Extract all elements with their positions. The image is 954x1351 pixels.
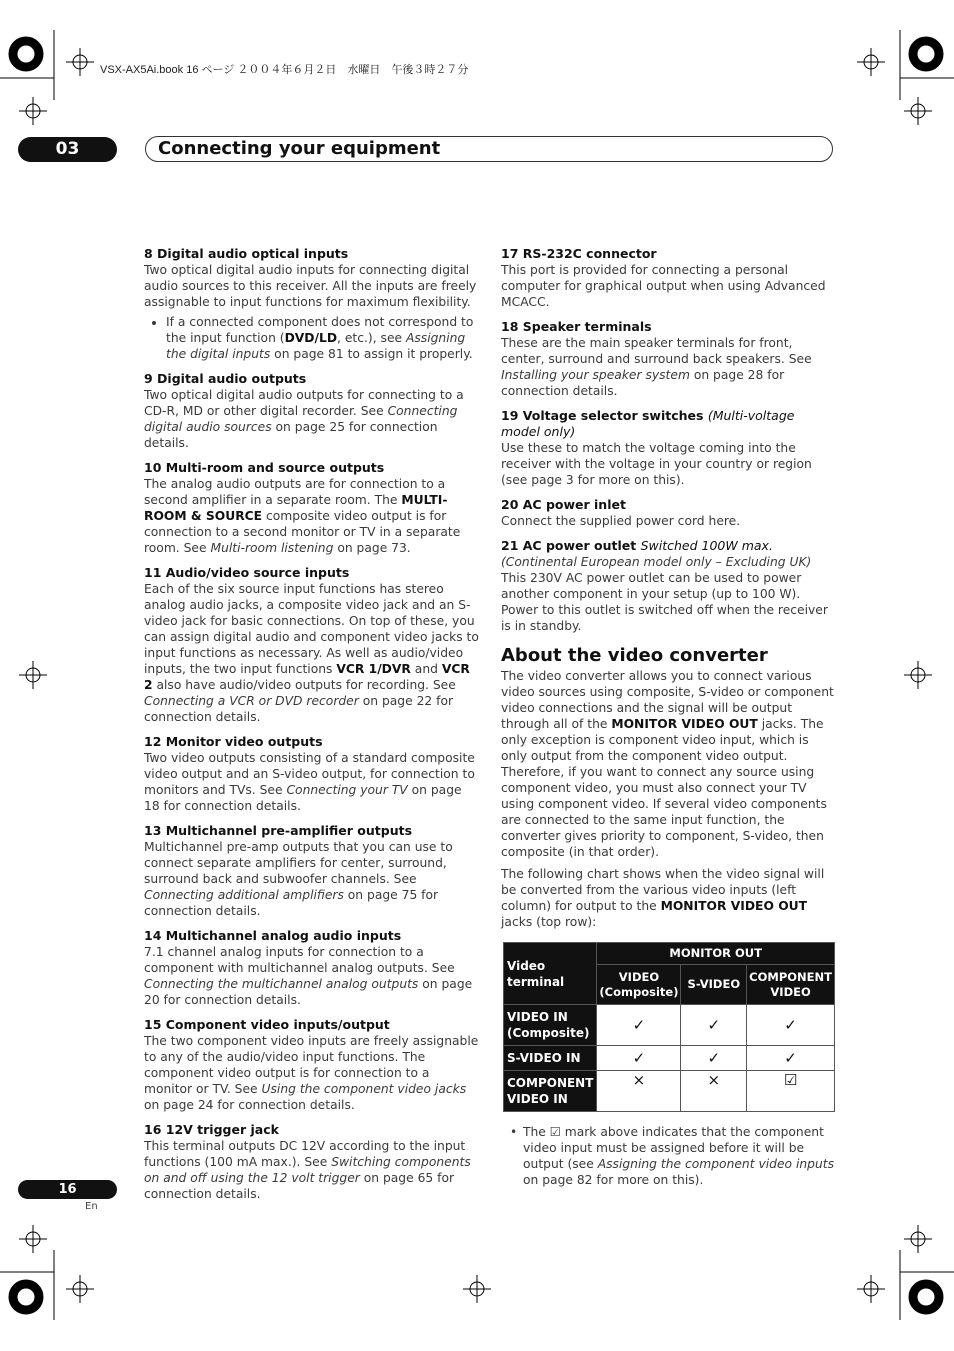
about-video-converter-heading: About the video converter [501,645,768,666]
table-row [504,1046,835,1071]
table-cell: ✓ [747,1005,835,1046]
section-13 [144,823,480,919]
text-run: The following chart shows when the video signal will be converted from the various video inputs (left column) for output to the [501,867,825,913]
text-run: 7.1 channel analog inputs for connection to a component with multichannel analog outputs. See [144,945,455,975]
page-number-badge: 16 [18,1180,117,1199]
section-12 [144,734,480,814]
row-header: COMPONENT VIDEO IN [504,1071,597,1112]
table-corner-header: Video terminal [504,943,597,1005]
section-heading: 18 Speaker terminals [501,319,652,334]
section-heading: 15 Component video inputs/output [144,1017,390,1032]
section-heading: 12 Monitor video outputs [144,734,323,749]
text-run: on page 75 for connection details. [144,888,439,918]
section-body [144,387,480,451]
section-10 [144,460,480,556]
text-run: jacks (top row): [501,915,597,929]
section-18 [501,319,835,399]
text-run: These are the main speaker terminals for front, center, surround and surround back speakers. See [501,336,812,366]
section-body [144,581,480,725]
table-row [504,1071,835,1112]
text-run: Two video outputs consisting of a standard composite video output and an S-video output, for connection to monitors and TVs. See [144,751,475,797]
section-9 [144,371,480,451]
section-heading: 13 Multichannel pre-amplifier outputs [144,823,413,838]
section-body [501,335,835,399]
text-run: This terminal outputs DC 12V according to the input functions (100 mA max.). See [144,1139,466,1169]
table-row [504,1005,835,1046]
table-cell: ✓ [747,1046,835,1071]
section-body [144,839,480,919]
section-body: This port is provided for connecting a personal computer for graphical output when using Advanced MCACC. [501,263,826,309]
section-heading: 20 AC power inlet [501,497,626,512]
heading-text: 21 AC power outlet [501,538,637,553]
text-run: If a connected component does not correspond to the input function ( [166,315,474,345]
section-15 [144,1017,480,1113]
monitor-out-header: MONITOR OUT [597,943,835,965]
text-bold: MONITOR VIDEO OUT [611,717,758,731]
text-run: Multichannel pre-amp outputs that you can use to connect separate amplifiers for center, surround, surround back and subwoofer channels. See [144,840,453,886]
section-17 [501,246,835,310]
cross-reference: Connecting digital audio sources [144,404,458,434]
section-heading: 16 12V trigger jack [144,1122,279,1137]
section-19 [501,408,835,488]
cross-reference: Connecting a VCR or DVD recorder [144,694,359,708]
section-11 [144,565,480,725]
chapter-number-badge: 03 [18,137,117,162]
model-note: Switched 100W max. [640,538,773,553]
cross-reference: Installing your speaker system [501,368,690,382]
text-run: jacks. The only exception is component video input, which is only output from the component video output. Therefore, if you want to connect any source using component video, you must also connect your TV using component video. If several video components are connected to the same input function, the converter gives priority to component, S-video, then composite (in that order). [501,717,827,859]
text-run: The two component video inputs are freely assignable to any of the audio/video input functions. The component video output is for connection to a monitor or TV. See [144,1034,479,1096]
cross-reference: Connecting your TV [286,783,408,797]
book-info-header: VSX-AX5Ai.book 16 ページ ２００４年６月２日 水曜日 午後３時２７分 [100,64,469,76]
list-item [523,1124,835,1188]
section-heading: 11 Audio/video source inputs [144,565,350,580]
section-body: This 230V AC power outlet can be used to power another component in your setup (up to 100 W). Power to this outlet is switched off when the receiver is in standby. [501,571,828,633]
cross-reference: Multi-room listening [210,541,334,555]
row-header: VIDEO IN (Composite) [504,1005,597,1046]
text-run: The video converter allows you to connect various video sources using composite, S-video or component video connections and the signal will be output through all of the [501,669,834,731]
section-8 [144,246,480,362]
table-cell: ✓ [597,1046,681,1071]
cross-reference: Connecting the multichannel analog outputs [144,977,419,991]
text-run: , etc.), see [337,331,406,345]
section-body: Two optical digital audio inputs for connecting digital audio sources to this receiver. All the inputs are freely assignable to input functions for maximum flexibility. [144,263,477,309]
video-conversion-table [503,942,835,1112]
text-run: on page 18 for connection details. [144,783,462,813]
section-14 [144,928,480,1008]
cross-reference: Assigning the component video inputs [597,1157,834,1171]
section-heading [501,408,835,440]
text-run: Each of the six source input functions has stereo analog audio jacks, a composite video jack and an S-video jack for basic connections. On top of these, you can assign digital audio and component video jacks to input functions as necessary. As well as audio/video inputs, the two input functions [144,582,479,676]
table-cell: × [681,1071,747,1112]
checkbox-symbol-icon: ☑ [549,1125,561,1139]
cross-reference: Connecting additional amplifiers [144,888,344,902]
text-run: on page 81 to assign it properly. [270,347,473,361]
section-20 [501,497,835,529]
text-bold: DVD/LD [284,331,338,345]
text-run: The [523,1125,550,1139]
text-bold: MONITOR VIDEO OUT [660,899,808,913]
section-heading: 9 Digital audio outputs [144,371,307,386]
text-run: composite video output is for connection to a second monitor or TV in a separate room. See [144,509,461,555]
section-heading: 8 Digital audio optical inputs [144,246,349,261]
table-cell: ✓ [681,1046,747,1071]
cross-reference: Switching components on and off using the 12 volt trigger [144,1155,471,1185]
table-cell: ✓ [597,1005,681,1046]
text-bold: VCR 2 [144,662,470,692]
section-21 [501,538,835,634]
text-run: mark above indicates that the component video input must be assigned before it will be output (see [523,1125,824,1171]
text-run: on page 20 for connection details. [144,977,473,1007]
section-body [144,1138,480,1202]
row-header: S-VIDEO IN [504,1046,597,1071]
chapter-title: Connecting your equipment [145,136,833,162]
model-note-line: (Continental European model only – Excluding UK) [501,555,812,569]
section-body: Connect the supplied power cord here. [501,514,741,528]
list-item [166,314,480,362]
section-body [144,944,480,1008]
text-bold: VCR 1/DVR [336,662,411,676]
note-list [501,1124,835,1188]
about-paragraph-1 [501,668,835,860]
section-body [144,750,480,814]
left-column [144,246,480,1211]
text-run: on page 82 for more on this). [523,1173,704,1187]
bullet-list [144,314,480,362]
section-body: Use these to match the voltage coming into the receiver with the voltage in your country or region (see page 3 for more on this). [501,441,812,487]
table-cell: ☑ [747,1071,835,1112]
column-header: VIDEO (Composite) [597,965,681,1005]
text-run: on page 24 for connection details. [144,1098,355,1112]
column-header: S-VIDEO [681,965,747,1005]
text-run: on page 65 for connection details. [144,1171,455,1201]
about-paragraph-2 [501,866,835,930]
column-header: COMPONENT VIDEO [747,965,835,1005]
cross-reference: Using the component video jacks [261,1082,467,1096]
table-cell: × [597,1071,681,1112]
text-run: on page 73. [333,541,411,555]
heading-text: 19 Voltage selector switches [501,408,704,423]
cross-reference: Assigning the digital inputs [166,331,466,361]
model-note: (Multi-voltage model only) [501,408,795,439]
section-body [144,476,480,556]
section-body [144,1033,480,1113]
text-run: and [410,662,442,676]
section-heading: 17 RS-232C connector [501,246,657,261]
text-run: also have audio/video outputs for recording. See [152,678,456,692]
text-run: on page 22 for connection details. [144,694,454,724]
right-column [501,246,835,1188]
section-heading [501,538,835,554]
text-run: The analog audio outputs are for connection to a second amplifier in a separate room. The [144,477,446,507]
section-heading: 10 Multi-room and source outputs [144,460,385,475]
table-cell: ✓ [681,1005,747,1046]
text-run: on page 25 for connection details. [144,420,438,450]
text-bold: MULTI-ROOM & SOURCE [144,493,448,523]
text-run: Two optical digital audio outputs for connecting to a CD-R, MD or other digital recorder. See [144,388,464,418]
section-heading: 14 Multichannel analog audio inputs [144,928,402,943]
text-run: on page 28 for connection details. [501,368,785,398]
language-code: En [85,1201,98,1212]
section-16 [144,1122,480,1202]
